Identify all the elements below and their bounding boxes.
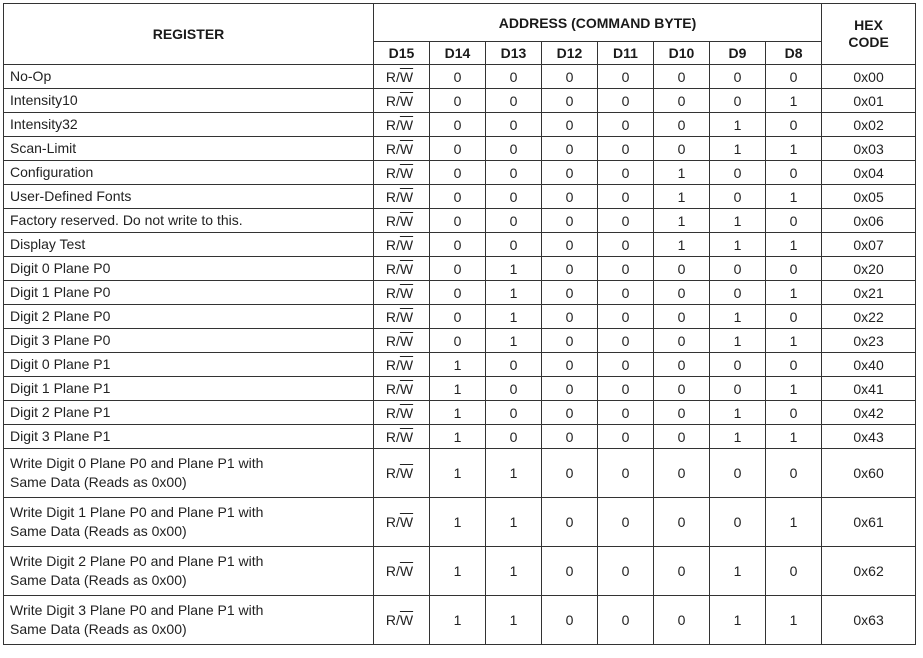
read-label: R/ <box>385 260 400 277</box>
bit-cell-d9: 1 <box>710 113 766 137</box>
register-name-line: Scan-Limit <box>10 140 77 156</box>
bit-cell-d8: 0 <box>766 209 822 233</box>
bit-cell-d11: 0 <box>598 353 654 377</box>
bit-cell-d10: 1 <box>654 233 710 257</box>
register-name-line: Digit 0 Plane P1 <box>10 356 111 372</box>
bit-cell-d11: 0 <box>598 547 654 596</box>
bit-cell-d11: 0 <box>598 425 654 449</box>
bit-cell-d10: 0 <box>654 281 710 305</box>
bit-cell-d8: 1 <box>766 89 822 113</box>
hex-header-line-1: HEX <box>854 17 883 33</box>
bit-cell-d10: 0 <box>654 596 710 645</box>
register-name-line: Write Digit 0 Plane P0 and Plane P1 with <box>10 455 264 471</box>
hex-code-cell: 0x06 <box>822 209 916 233</box>
bit-cell-d13: 1 <box>486 305 542 329</box>
bit-cell-d10: 0 <box>654 305 710 329</box>
bit-cell-d14: 0 <box>430 137 486 161</box>
read-write-cell <box>374 425 430 449</box>
read-label: R/ <box>385 212 400 229</box>
bit-cell-d11: 0 <box>598 185 654 209</box>
bit-cell-d8: 0 <box>766 305 822 329</box>
bit-cell-d12: 0 <box>542 89 598 113</box>
bit-cell-d11: 0 <box>598 209 654 233</box>
bit-cell-d8: 1 <box>766 425 822 449</box>
write-bar-label: $\overline{W}$ <box>399 236 414 253</box>
read-write-cell <box>374 449 430 498</box>
read-write-cell <box>374 137 430 161</box>
table-row <box>4 329 916 353</box>
bit-cell-d9: 1 <box>710 233 766 257</box>
register-column-header: REGISTER <box>4 4 374 65</box>
read-write-cell <box>374 233 430 257</box>
bit-cell-d14: 1 <box>430 596 486 645</box>
bit-cell-d8: 0 <box>766 65 822 89</box>
bit-cell-d13: 0 <box>486 185 542 209</box>
table-row <box>4 185 916 209</box>
bit-cell-d13: 1 <box>486 596 542 645</box>
hex-code-cell: 0x07 <box>822 233 916 257</box>
read-label: R/ <box>385 465 400 481</box>
read-write-cell <box>374 353 430 377</box>
read-label: R/ <box>385 563 400 579</box>
bit-cell-d14: 0 <box>430 305 486 329</box>
read-label: R/ <box>385 380 400 397</box>
bit-cell-d8: 0 <box>766 547 822 596</box>
bit-cell-d9: 0 <box>710 185 766 209</box>
bit-cell-d14: 0 <box>430 65 486 89</box>
bit-cell-d12: 0 <box>542 353 598 377</box>
bit-cell-d14: 1 <box>430 547 486 596</box>
table-row <box>4 547 916 596</box>
bit-cell-d9: 0 <box>710 377 766 401</box>
bit-cell-d12: 0 <box>542 401 598 425</box>
register-name-line: Factory reserved. Do not write to this. <box>10 212 243 228</box>
write-bar-label: $\overline{W}$ <box>399 188 414 205</box>
bit-cell-d10: 0 <box>654 353 710 377</box>
read-label: R/ <box>385 92 400 109</box>
read-label: R/ <box>385 188 400 205</box>
register-name-cell <box>4 498 374 547</box>
bit-cell-d14: 1 <box>430 377 486 401</box>
bit-cell-d10: 0 <box>654 137 710 161</box>
register-name-cell <box>4 113 374 137</box>
read-write-cell <box>374 257 430 281</box>
bit-cell-d13: 0 <box>486 209 542 233</box>
read-label: R/ <box>385 236 400 253</box>
bit-cell-d10: 0 <box>654 547 710 596</box>
write-bar-label: $\overline{W}$ <box>399 514 414 530</box>
bit-cell-d11: 0 <box>598 596 654 645</box>
bit-cell-d9: 0 <box>710 281 766 305</box>
hex-code-cell: 0x22 <box>822 305 916 329</box>
bit-cell-d13: 1 <box>486 547 542 596</box>
bit-cell-d12: 0 <box>542 449 598 498</box>
bit-header-d11: D11 <box>598 42 654 65</box>
register-name-line: User-Defined Fonts <box>10 188 132 204</box>
bit-cell-d9: 0 <box>710 353 766 377</box>
bit-cell-d13: 0 <box>486 233 542 257</box>
bit-cell-d8: 1 <box>766 281 822 305</box>
bit-cell-d12: 0 <box>542 161 598 185</box>
bit-cell-d8: 1 <box>766 185 822 209</box>
bit-cell-d11: 0 <box>598 65 654 89</box>
hex-code-cell: 0x60 <box>822 449 916 498</box>
bit-cell-d13: 1 <box>486 498 542 547</box>
write-bar-label: $\overline{W}$ <box>399 284 414 301</box>
bit-cell-d9: 0 <box>710 257 766 281</box>
bit-cell-d11: 0 <box>598 281 654 305</box>
read-label: R/ <box>385 308 400 325</box>
bit-cell-d9: 0 <box>710 498 766 547</box>
bit-cell-d12: 0 <box>542 596 598 645</box>
write-bar-label: $\overline{W}$ <box>399 465 414 481</box>
read-write-cell <box>374 89 430 113</box>
table-row <box>4 353 916 377</box>
bit-cell-d14: 0 <box>430 281 486 305</box>
register-name-cell <box>4 65 374 89</box>
read-write-cell <box>374 596 430 645</box>
bit-cell-d11: 0 <box>598 161 654 185</box>
bit-cell-d8: 0 <box>766 257 822 281</box>
register-name-line: Write Digit 2 Plane P0 and Plane P1 with <box>10 553 264 569</box>
bit-cell-d8: 0 <box>766 401 822 425</box>
bit-cell-d12: 0 <box>542 233 598 257</box>
register-name-line: Same Data (Reads as 0x00) <box>10 621 187 637</box>
read-label: R/ <box>385 284 400 301</box>
bit-header-d10: D10 <box>654 42 710 65</box>
bit-cell-d14: 0 <box>430 89 486 113</box>
bit-cell-d14: 1 <box>430 401 486 425</box>
bit-header-d8: D8 <box>766 42 822 65</box>
bit-cell-d11: 0 <box>598 377 654 401</box>
register-name-cell <box>4 137 374 161</box>
bit-cell-d9: 1 <box>710 329 766 353</box>
bit-cell-d12: 0 <box>542 185 598 209</box>
hex-code-cell: 0x04 <box>822 161 916 185</box>
bit-cell-d10: 0 <box>654 89 710 113</box>
table-row <box>4 137 916 161</box>
read-write-cell <box>374 281 430 305</box>
bit-cell-d8: 1 <box>766 498 822 547</box>
register-name-line: Digit 1 Plane P0 <box>10 284 111 300</box>
bit-cell-d13: 1 <box>486 449 542 498</box>
table-row <box>4 209 916 233</box>
bit-cell-d9: 1 <box>710 305 766 329</box>
bit-cell-d14: 1 <box>430 425 486 449</box>
register-name-cell <box>4 596 374 645</box>
bit-cell-d13: 0 <box>486 137 542 161</box>
read-write-cell <box>374 209 430 233</box>
bit-cell-d9: 1 <box>710 401 766 425</box>
register-name-line: Display Test <box>10 236 86 252</box>
table-row <box>4 113 916 137</box>
read-label: R/ <box>385 116 400 133</box>
bit-cell-d10: 0 <box>654 425 710 449</box>
hex-code-cell: 0x63 <box>822 596 916 645</box>
read-write-cell <box>374 113 430 137</box>
bit-cell-d12: 0 <box>542 425 598 449</box>
write-bar-label: $\overline{W}$ <box>399 260 414 277</box>
bit-cell-d12: 0 <box>542 257 598 281</box>
bit-header-d9: D9 <box>710 42 766 65</box>
bit-cell-d11: 0 <box>598 137 654 161</box>
bit-cell-d12: 0 <box>542 329 598 353</box>
bit-cell-d10: 0 <box>654 449 710 498</box>
write-bar-label: $\overline{W}$ <box>399 428 414 445</box>
write-bar-label: $\overline{W}$ <box>399 563 414 579</box>
bit-cell-d10: 0 <box>654 377 710 401</box>
register-name-line: Same Data (Reads as 0x00) <box>10 474 187 490</box>
table-row <box>4 305 916 329</box>
read-write-cell <box>374 329 430 353</box>
read-write-cell <box>374 547 430 596</box>
read-write-cell <box>374 498 430 547</box>
table-row <box>4 596 916 645</box>
table-row <box>4 161 916 185</box>
bit-cell-d11: 0 <box>598 257 654 281</box>
register-name-line: Intensity10 <box>10 92 78 108</box>
hex-code-cell: 0x01 <box>822 89 916 113</box>
bit-cell-d10: 0 <box>654 257 710 281</box>
register-name-cell <box>4 89 374 113</box>
register-name-line: Digit 3 Plane P0 <box>10 332 111 348</box>
bit-cell-d8: 1 <box>766 329 822 353</box>
table-row <box>4 425 916 449</box>
bit-cell-d8: 0 <box>766 161 822 185</box>
register-name-cell <box>4 209 374 233</box>
read-write-cell <box>374 401 430 425</box>
bit-header-d12: D12 <box>542 42 598 65</box>
bit-cell-d12: 0 <box>542 113 598 137</box>
bit-cell-d11: 0 <box>598 498 654 547</box>
write-bar-label: $\overline{W}$ <box>399 612 414 628</box>
address-column-header: ADDRESS (COMMAND BYTE) <box>374 4 822 42</box>
read-write-cell <box>374 305 430 329</box>
hex-code-cell: 0x20 <box>822 257 916 281</box>
bit-cell-d14: 0 <box>430 113 486 137</box>
bit-cell-d12: 0 <box>542 65 598 89</box>
hex-code-cell: 0x21 <box>822 281 916 305</box>
register-name-cell <box>4 281 374 305</box>
write-bar-label: $\overline{W}$ <box>399 380 414 397</box>
read-label: R/ <box>385 404 400 421</box>
bit-cell-d10: 0 <box>654 401 710 425</box>
read-label: R/ <box>385 428 400 445</box>
table-row <box>4 377 916 401</box>
register-name-line: Digit 3 Plane P1 <box>10 428 111 444</box>
read-label: R/ <box>385 332 400 349</box>
bit-cell-d11: 0 <box>598 305 654 329</box>
register-name-line: Configuration <box>10 164 94 180</box>
bit-cell-d14: 0 <box>430 329 486 353</box>
write-bar-label: $\overline{W}$ <box>399 116 414 133</box>
bit-cell-d9: 0 <box>710 89 766 113</box>
read-label: R/ <box>385 514 400 530</box>
read-label: R/ <box>385 68 400 85</box>
bit-cell-d13: 0 <box>486 65 542 89</box>
bit-cell-d10: 0 <box>654 113 710 137</box>
bit-cell-d12: 0 <box>542 547 598 596</box>
bit-cell-d13: 1 <box>486 329 542 353</box>
register-name-cell <box>4 305 374 329</box>
write-bar-label: $\overline{W}$ <box>399 140 414 157</box>
bit-cell-d14: 0 <box>430 233 486 257</box>
register-name-line: Digit 2 Plane P0 <box>10 308 111 324</box>
register-address-table <box>3 3 916 645</box>
bit-cell-d8: 1 <box>766 233 822 257</box>
register-name-line: Same Data (Reads as 0x00) <box>10 572 187 588</box>
bit-cell-d13: 0 <box>486 89 542 113</box>
bit-cell-d8: 0 <box>766 449 822 498</box>
hex-code-cell: 0x05 <box>822 185 916 209</box>
register-name-cell <box>4 449 374 498</box>
bit-cell-d10: 0 <box>654 329 710 353</box>
write-bar-label: $\overline{W}$ <box>399 92 414 109</box>
register-name-cell <box>4 547 374 596</box>
register-name-line: No-Op <box>10 68 52 84</box>
read-write-cell <box>374 161 430 185</box>
bit-cell-d11: 0 <box>598 329 654 353</box>
bit-cell-d10: 0 <box>654 65 710 89</box>
bit-cell-d12: 0 <box>542 281 598 305</box>
bit-cell-d14: 1 <box>430 498 486 547</box>
register-name-cell <box>4 377 374 401</box>
bit-cell-d9: 1 <box>710 547 766 596</box>
read-label: R/ <box>385 164 400 181</box>
bit-cell-d12: 0 <box>542 137 598 161</box>
bit-cell-d13: 0 <box>486 113 542 137</box>
bit-header-d13: D13 <box>486 42 542 65</box>
bit-cell-d11: 0 <box>598 401 654 425</box>
bit-cell-d11: 0 <box>598 233 654 257</box>
table-row <box>4 65 916 89</box>
hex-code-cell: 0x40 <box>822 353 916 377</box>
write-bar-label: $\overline{W}$ <box>399 164 414 181</box>
read-write-cell <box>374 377 430 401</box>
hex-code-cell: 0x23 <box>822 329 916 353</box>
bit-cell-d9: 0 <box>710 65 766 89</box>
write-bar-label: $\overline{W}$ <box>399 212 414 229</box>
register-name-cell <box>4 329 374 353</box>
bit-cell-d12: 0 <box>542 209 598 233</box>
register-name-line: Write Digit 1 Plane P0 and Plane P1 with <box>10 504 264 520</box>
read-label: R/ <box>385 140 400 157</box>
hex-code-cell: 0x61 <box>822 498 916 547</box>
bit-cell-d8: 1 <box>766 137 822 161</box>
write-bar-label: $\overline{W}$ <box>399 404 414 421</box>
bit-cell-d8: 1 <box>766 596 822 645</box>
register-name-line: Digit 1 Plane P1 <box>10 380 111 396</box>
bit-cell-d10: 1 <box>654 209 710 233</box>
register-table-body <box>4 65 916 645</box>
register-name-line: Intensity32 <box>10 116 78 132</box>
hex-code-cell: 0x42 <box>822 401 916 425</box>
read-label: R/ <box>385 612 400 628</box>
table-row <box>4 89 916 113</box>
hex-code-cell: 0x03 <box>822 137 916 161</box>
table-row <box>4 401 916 425</box>
table-row <box>4 233 916 257</box>
read-label: R/ <box>385 356 400 373</box>
bit-cell-d13: 1 <box>486 281 542 305</box>
register-name-cell <box>4 257 374 281</box>
bit-cell-d12: 0 <box>542 498 598 547</box>
bit-header-d15: D15 <box>374 42 430 65</box>
table-row <box>4 281 916 305</box>
bit-cell-d11: 0 <box>598 449 654 498</box>
bit-cell-d11: 0 <box>598 113 654 137</box>
register-name-cell <box>4 401 374 425</box>
table-row <box>4 257 916 281</box>
hex-code-cell: 0x02 <box>822 113 916 137</box>
read-write-cell <box>374 65 430 89</box>
table-row <box>4 498 916 547</box>
table-row <box>4 449 916 498</box>
bit-cell-d13: 0 <box>486 377 542 401</box>
bit-cell-d10: 1 <box>654 185 710 209</box>
bit-cell-d14: 1 <box>430 449 486 498</box>
bit-cell-d14: 1 <box>430 353 486 377</box>
bit-cell-d13: 0 <box>486 401 542 425</box>
register-name-cell <box>4 233 374 257</box>
bit-cell-d9: 1 <box>710 209 766 233</box>
bit-cell-d9: 0 <box>710 449 766 498</box>
bit-cell-d8: 0 <box>766 353 822 377</box>
bit-cell-d9: 0 <box>710 161 766 185</box>
bit-cell-d10: 1 <box>654 161 710 185</box>
bit-cell-d13: 0 <box>486 161 542 185</box>
bit-cell-d10: 0 <box>654 498 710 547</box>
bit-cell-d9: 1 <box>710 596 766 645</box>
register-name-line: Digit 2 Plane P1 <box>10 404 111 420</box>
read-write-cell <box>374 185 430 209</box>
bit-cell-d14: 0 <box>430 209 486 233</box>
hex-header-line-2: CODE <box>848 34 889 50</box>
bit-cell-d13: 0 <box>486 425 542 449</box>
write-bar-label: $\overline{W}$ <box>399 332 414 349</box>
bit-cell-d11: 0 <box>598 89 654 113</box>
bit-cell-d13: 0 <box>486 353 542 377</box>
hex-code-cell: 0x43 <box>822 425 916 449</box>
bit-cell-d14: 0 <box>430 161 486 185</box>
write-bar-label: $\overline{W}$ <box>399 68 414 85</box>
bit-cell-d14: 0 <box>430 257 486 281</box>
bit-cell-d12: 0 <box>542 305 598 329</box>
register-name-cell <box>4 185 374 209</box>
hex-code-cell: 0x00 <box>822 65 916 89</box>
register-name-line: Digit 0 Plane P0 <box>10 260 111 276</box>
write-bar-label: $\overline{W}$ <box>399 308 414 325</box>
bit-cell-d14: 0 <box>430 185 486 209</box>
register-name-line: Same Data (Reads as 0x00) <box>10 523 187 539</box>
bit-cell-d9: 1 <box>710 137 766 161</box>
hex-code-column-header <box>822 4 916 65</box>
bit-header-d14: D14 <box>430 42 486 65</box>
bit-cell-d13: 1 <box>486 257 542 281</box>
bit-cell-d8: 1 <box>766 377 822 401</box>
bit-cell-d9: 1 <box>710 425 766 449</box>
write-bar-label: $\overline{W}$ <box>399 356 414 373</box>
register-name-line: Write Digit 3 Plane P0 and Plane P1 with <box>10 602 264 618</box>
register-name-cell <box>4 425 374 449</box>
register-name-cell <box>4 353 374 377</box>
hex-code-cell: 0x62 <box>822 547 916 596</box>
bit-cell-d12: 0 <box>542 377 598 401</box>
bit-cell-d8: 0 <box>766 113 822 137</box>
hex-code-cell: 0x41 <box>822 377 916 401</box>
register-name-cell <box>4 161 374 185</box>
